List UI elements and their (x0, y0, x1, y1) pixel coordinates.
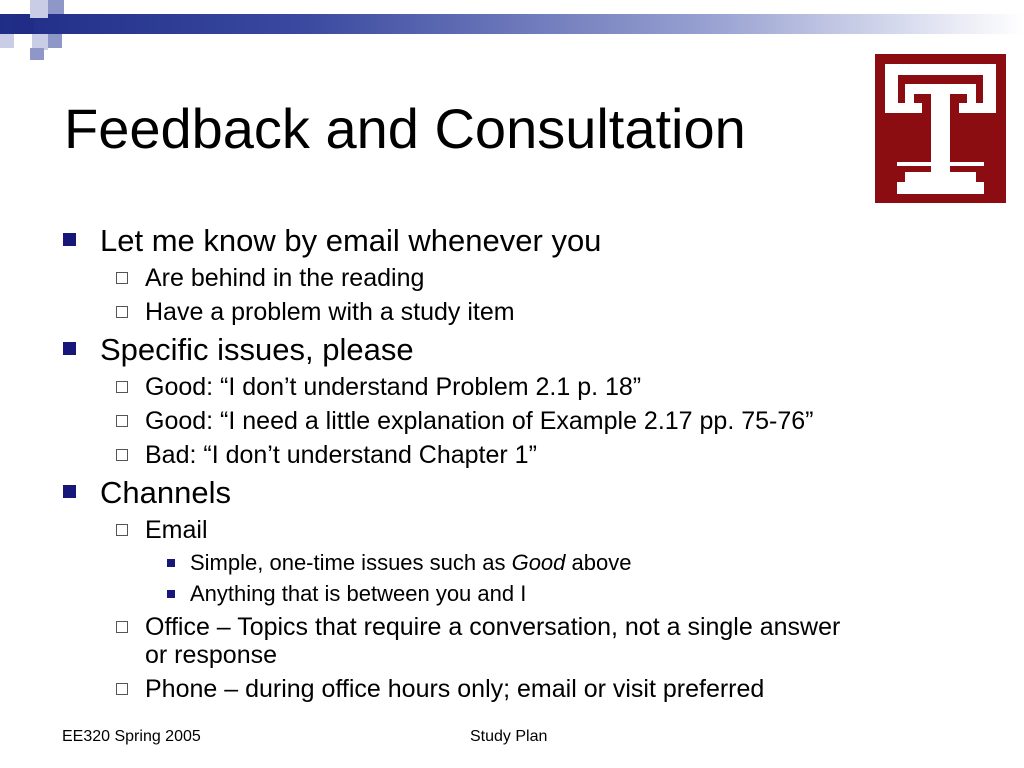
bullet-text: Bad: “I don’t understand Chapter 1” (145, 441, 537, 469)
filled-square-bullet-icon (63, 233, 76, 246)
bullet-text: Simple, one-time issues such as (190, 550, 512, 575)
bullet-text: Good: “I need a little explanation of Example 2.17 pp. 75-76” (145, 407, 814, 435)
footer-section: Study Plan (470, 728, 548, 745)
list-item (145, 264, 424, 292)
bullet-text: Email (145, 516, 208, 544)
bullet-text: Let me know by email whenever you (100, 223, 602, 258)
list-item (145, 407, 813, 435)
small-filled-square-bullet-icon (167, 559, 175, 567)
filled-square-bullet-icon (63, 485, 76, 498)
list-item (100, 333, 414, 367)
list-item (145, 373, 641, 401)
hollow-square-bullet-icon (116, 272, 128, 284)
hollow-square-bullet-icon (116, 524, 128, 536)
filled-square-bullet-icon (63, 342, 76, 355)
hollow-square-bullet-icon (116, 683, 128, 695)
hollow-square-bullet-icon (116, 415, 128, 427)
list-item (100, 476, 231, 510)
list-item (190, 581, 526, 607)
footer-course: EE320 Spring 2005 (62, 728, 201, 745)
list-item (145, 675, 764, 703)
list-item-continuation (145, 641, 277, 669)
hollow-square-bullet-icon (116, 449, 128, 461)
bullet-text: or response (145, 641, 278, 669)
list-item (145, 441, 537, 469)
list-item (145, 298, 515, 326)
list-item (100, 224, 601, 258)
bullet-text: above (565, 550, 632, 575)
bullet-text: Phone – during office hours only; email or visit preferred (145, 675, 765, 703)
bullet-text: Have a problem with a study item (145, 298, 515, 326)
bullet-text: Anything that is between you and I (190, 581, 527, 606)
bullet-text: Channels (100, 475, 231, 510)
bullet-text: Are behind in the reading (145, 264, 425, 292)
list-item (145, 613, 840, 641)
bullet-text: Good: “I don’t understand Problem 2.1 p. 18” (145, 373, 642, 401)
slide-title: Feedback and Consultation (64, 97, 746, 160)
hollow-square-bullet-icon (116, 621, 128, 633)
list-item (145, 516, 208, 544)
hollow-square-bullet-icon (116, 306, 128, 318)
bullet-text: Office – Topics that require a conversation, not a single answer (145, 613, 841, 641)
small-filled-square-bullet-icon (167, 590, 175, 598)
bullet-emphasis: Good (511, 550, 566, 575)
bullet-text: Specific issues, please (100, 332, 414, 367)
list-item (190, 550, 631, 576)
hollow-square-bullet-icon (116, 381, 128, 393)
